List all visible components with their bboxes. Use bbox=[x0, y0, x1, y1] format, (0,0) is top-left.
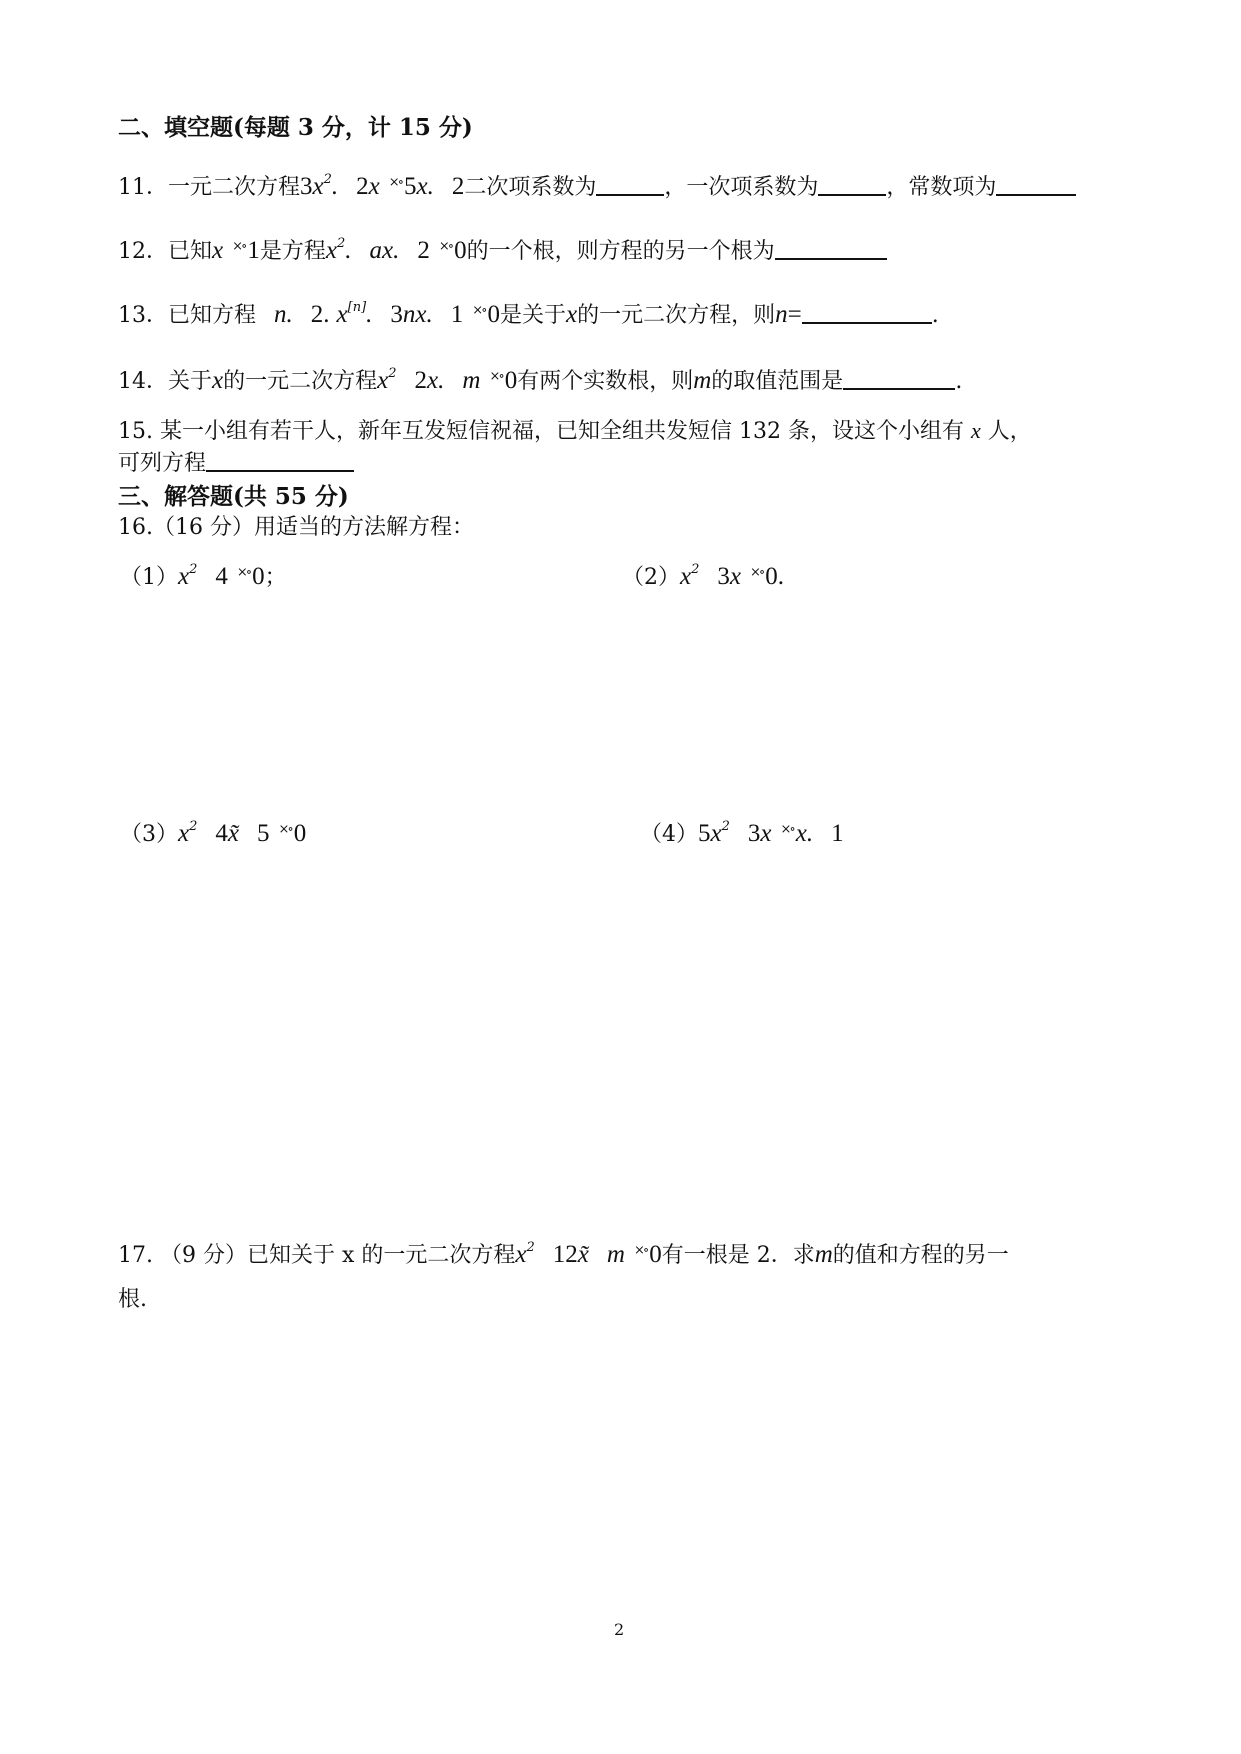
q16-part-3: $(3)x^2$ 4x̃ 5 ×∘0 bbox=[120, 819, 307, 847]
page-number: 2 bbox=[614, 1620, 625, 1639]
question-text: 二次项系数为 bbox=[464, 175, 597, 200]
question-text: ，常数项为 bbox=[886, 175, 997, 200]
question-13: 13．已知方程 n. 2. x[n]. 3nx. 1 ×∘0是关于x的一元二次方程，则n= . bbox=[118, 300, 939, 328]
answer-blank bbox=[802, 302, 932, 324]
answer-blank bbox=[818, 174, 886, 196]
question-11: 11．一元二次方程$3x^2$. 2x ×∘5x. 2二次项系数为 ，一次项系数为 ，常数项为 bbox=[118, 170, 1076, 201]
answer-blank bbox=[775, 238, 887, 260]
question-17-line1: 17. （9 分）已知关于 x 的一元二次方程$x^2$ 12x̃ m ×∘0有一根是 2．求m的值和方程的另一 bbox=[118, 1240, 1009, 1268]
question-14: 14．关于x的一元二次方程$x^2$ 2x. m ×∘0有两个实数根，则m的取值范围是 . bbox=[118, 366, 963, 394]
section-title-answer: 三、解答题(共 55 分) bbox=[118, 483, 349, 510]
question-number: 11． bbox=[118, 175, 168, 200]
question-text: 一元二次方程 bbox=[168, 175, 301, 200]
question-17-line2: 根. bbox=[118, 1287, 147, 1312]
question-12: 12．已知x ×∘1是方程$x^2$. ax. 2 ×∘0的一个根，则方程的另一个根为 bbox=[118, 234, 887, 265]
q16-part-4: $(4)5x^2$ 3x ×∘x. 1 bbox=[640, 819, 844, 847]
answer-blank bbox=[596, 174, 664, 196]
answer-blank bbox=[206, 450, 354, 472]
answer-blank bbox=[996, 174, 1076, 196]
section-title-fill-blank: 二、填空题(每题 3 分，计 15 分) bbox=[118, 114, 473, 141]
question-16-title: 16.（16 分）用适当的方法解方程： bbox=[118, 515, 474, 540]
q16-part-2: $(2)x^2$ 3x ×∘0. bbox=[622, 562, 785, 590]
answer-blank bbox=[843, 368, 955, 390]
q16-part-1: $(1)x^2$ 4 ×∘0； bbox=[120, 562, 287, 590]
question-15-line2: 可列方程 bbox=[118, 446, 354, 477]
question-text: ，一次项系数为 bbox=[664, 175, 819, 200]
question-15-line1: 15. 某一小组有若干人，新年互发短信祝福，已知全组共发短信 132 条，设这个小组有 x 人， bbox=[118, 418, 1032, 444]
